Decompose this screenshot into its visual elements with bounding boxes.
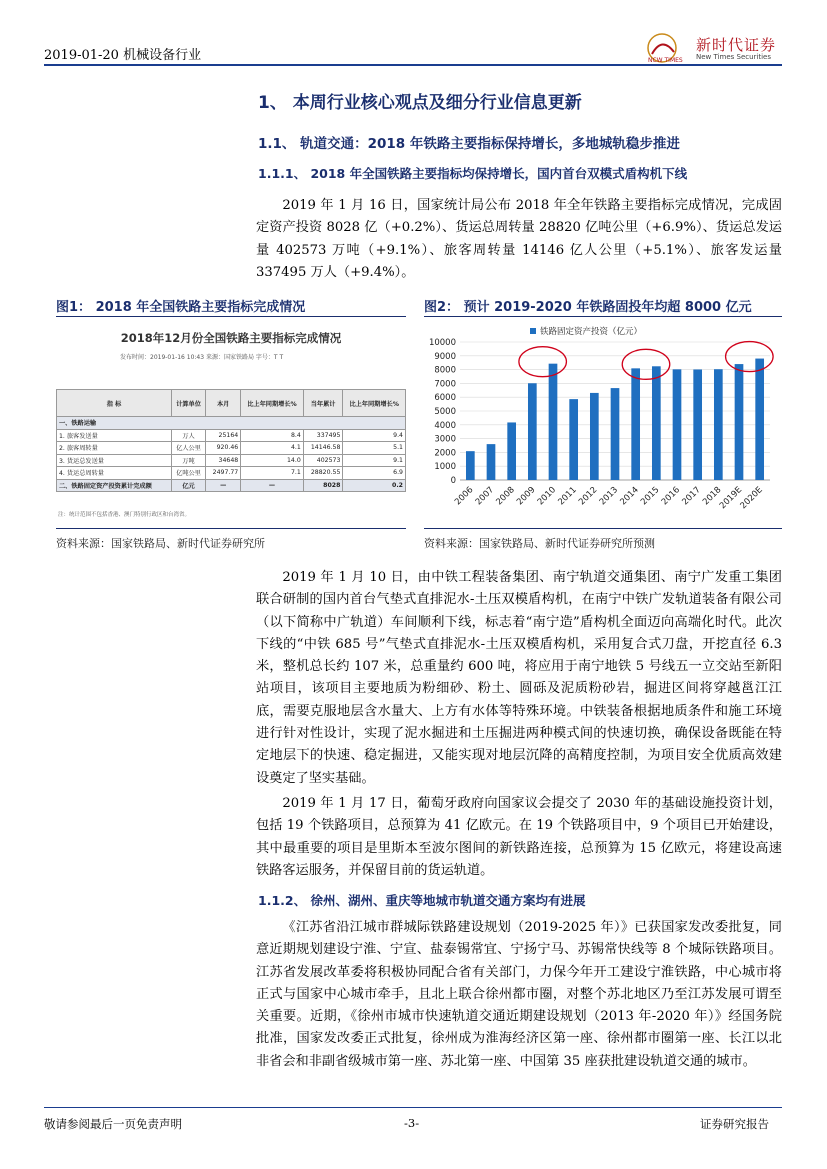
x-tick-label: 2012 <box>577 485 600 508</box>
subsubsection-heading-1: 1.1.1、 2018 年全国铁路主要指标均保持增长，国内首台双模式盾构机下线 <box>258 166 688 181</box>
y-tick-label: 7000 <box>434 379 456 390</box>
chart-legend <box>530 326 642 337</box>
highlight-circle <box>519 347 567 377</box>
bar-2006 <box>466 451 475 480</box>
figure1-table-title: 2018年12月份全国铁路主要指标完成情况 <box>120 331 342 345</box>
bar-2012 <box>590 393 599 480</box>
bar-2014 <box>631 368 640 480</box>
table-cell: 4. 货运总周转量 <box>57 467 172 480</box>
table-category-row <box>57 417 406 430</box>
x-tick-label: 2016 <box>659 485 683 508</box>
table-cell: 亿元 <box>172 479 206 492</box>
y-tick-label: 1000 <box>434 462 456 473</box>
table-header-row <box>57 390 406 417</box>
figure1-rule <box>56 316 406 317</box>
figure1-bottom-rule <box>56 528 406 529</box>
logo-mark-text: NCW TIMES <box>648 57 683 64</box>
bar-2016 <box>673 369 682 480</box>
bar-2010 <box>549 364 558 480</box>
table-row <box>57 454 406 467</box>
table-cell: 7.1 <box>241 467 304 480</box>
table-cell: — <box>206 479 241 492</box>
table-cell: 34648 <box>206 454 241 467</box>
table-cell: 920.46 <box>206 442 241 455</box>
paragraph-tbm <box>256 567 782 790</box>
table-category-row <box>57 479 406 492</box>
table-cell: 3. 货运总发送量 <box>57 454 172 467</box>
figure1-source: 资料来源：国家铁路局、新时代证券研究所 <box>56 537 265 550</box>
table-cell: 28820.55 <box>303 467 343 480</box>
x-tick-label: 2009 <box>515 485 538 508</box>
figure2-rule <box>424 316 782 317</box>
table-header-cell: 比上年同期增长% <box>343 390 406 417</box>
figure2-bottom-rule <box>424 528 782 529</box>
section-heading: 1、 本周行业核心观点及细分行业信息更新 <box>258 93 582 113</box>
bar-2020E <box>755 359 764 480</box>
table-cell: — <box>241 479 304 492</box>
x-tick-label: 2014 <box>618 485 641 508</box>
table-header-cell: 本月 <box>206 390 241 417</box>
x-tick-label: 2008 <box>494 485 517 508</box>
figure2-source: 资料来源：国家铁路局、新时代证券研究所预测 <box>424 537 655 550</box>
header-date-industry: 2019-01-20 机械设备行业 <box>44 48 202 63</box>
paragraph-text: 2019 年 1 月 17 日，葡萄牙政府向国家议会提交了 2030 年的基础设施投资计划，包括 19 个铁路项目，总预算为 41 亿欧元。在 19 个铁路项目中，9 个项目已开始建设，其中最重要的项目是里斯本至波尔图间的新铁路连接，总预算为 15 亿欧元，将建设高速铁路客运服务，并保留目前的货运轨道。 <box>256 796 782 878</box>
table-cell: 402573 <box>303 454 343 467</box>
table-cell: 6.9 <box>343 467 406 480</box>
table-cell: 万吨 <box>172 454 206 467</box>
subsection-heading: 1.1、 轨道交通：2018 年铁路主要指标保持增长，多地城轨稳步推进 <box>258 136 680 152</box>
bar-2008 <box>507 422 516 480</box>
subsubsection-heading-2: 1.1.2、 徐州、湖州、重庆等地城市轨道交通方案均有进展 <box>258 893 586 908</box>
bar-2007 <box>487 444 496 480</box>
bar-2013 <box>611 388 620 480</box>
table-cell: 亿人公里 <box>172 442 206 455</box>
y-tick-label: 2000 <box>434 448 456 459</box>
bar-2009 <box>528 383 537 480</box>
table-cell: 14146.58 <box>303 442 343 455</box>
table-row <box>57 442 406 455</box>
x-tick-label: 2019E <box>717 485 745 512</box>
x-tick-label: 2006 <box>453 485 476 508</box>
header-divider <box>44 64 782 66</box>
paragraph-text: 2019 年 1 月 16 日，国家统计局公布 2018 年全年铁路主要指标完成情况，完成固定资产投资 8028 亿（+0.2%）、货运总周转量 28820 亿吨公里（+6.9%）、货运总发运量 402573 万吨（+9.1%）、旅客周转量 14146 亿人公里（+5.1%）、旅客发运量 337495 万人（+9.4%）。 <box>256 198 782 280</box>
table-cell: 337495 <box>303 429 343 442</box>
y-tick-label: 5000 <box>434 407 456 417</box>
table-header-cell: 当年累计 <box>303 390 343 417</box>
x-tick-label: 2007 <box>473 485 497 508</box>
bar-2018 <box>714 369 723 480</box>
table-row <box>57 467 406 480</box>
table-cell: 二、铁路固定资产投资累计完成额 <box>57 479 172 492</box>
legend-label: 铁路固定资产投资（亿元） <box>540 327 643 337</box>
table-cell: 5.1 <box>343 442 406 455</box>
table-category-label: 一、铁路运输 <box>57 417 406 430</box>
table-cell: 9.1 <box>343 454 406 467</box>
table-cell: 4.1 <box>241 442 304 455</box>
y-tick-label: 4000 <box>434 420 456 431</box>
bar-2019E <box>735 364 744 480</box>
figure1-table-note: 注：统计范围不包括香港、澳门特别行政区和台湾省。 <box>58 512 191 518</box>
highlight-circle <box>622 349 670 379</box>
x-tick-label: 2013 <box>597 485 621 508</box>
table-header-cell: 指 标 <box>57 390 172 417</box>
y-tick-label: 9000 <box>434 351 456 362</box>
paragraph-portugal <box>256 793 782 882</box>
x-tick-label: 2017 <box>680 485 703 508</box>
bar-2015 <box>652 366 661 480</box>
y-tick-label: 6000 <box>434 393 456 404</box>
y-tick-label: 3000 <box>434 434 456 445</box>
table-header-cell: 比上年同期增长% <box>241 390 304 417</box>
x-tick-label: 2010 <box>535 485 559 508</box>
footer-report-type: 证券研究报告 <box>700 1117 769 1131</box>
logo-cn-text: 新时代证券 <box>696 36 777 54</box>
footer-disclaimer: 敬请参阅最后一页免责声明 <box>44 1117 182 1131</box>
legend-swatch <box>530 328 536 334</box>
table-cell: 8.4 <box>241 429 304 442</box>
table-header-cell: 计算单位 <box>172 390 206 417</box>
x-tick-label: 2015 <box>639 485 662 508</box>
y-tick-label: 0 <box>450 476 456 486</box>
figure1-table-meta: 发布时间：2019-01-16 10:43 来源：国家铁路局 字号：T T <box>120 354 284 361</box>
railway-investment-chart <box>420 318 782 528</box>
table-cell: 亿吨公里 <box>172 467 206 480</box>
paragraph-jiangsu <box>256 917 782 1073</box>
table-cell: 万人 <box>172 429 206 442</box>
table-row <box>57 429 406 442</box>
table-cell: 8028 <box>303 479 343 492</box>
table-cell: 9.4 <box>343 429 406 442</box>
railway-indicators-table <box>56 389 406 492</box>
highlight-circle <box>726 342 774 372</box>
table-cell: 14.0 <box>241 454 304 467</box>
x-tick-label: 2020E <box>738 485 765 512</box>
table-cell: 25164 <box>206 429 241 442</box>
table-cell: 2497.77 <box>206 467 241 480</box>
paragraph-text: 《江苏省沿江城市群城际铁路建设规划（2019-2025 年）》已获国家发改委批复，同意近期规划建设宁淮、宁宣、盐泰锡常宜、宁扬宁马、苏锡常快线等 8 个城际铁路项目。江苏省发展改革委将积极协同配合省有关部门，力保今年开工建设宁淮铁路，中心城市将正式与国家中心城市牵手，且北上联合徐州都市圈，对整个苏北地区乃至江苏发展可谓至关重要。近期，《徐州市城市快速轨道交通近期建设规划（2013 年-2020 年）》经国务院批准，国家发改委正式批复，徐州成为淮海经济区第一座、徐州都市圈第一座、长江以北非省会和非副省级城市第一座、苏北第一座、中国第 35 座获批建设轨道交通的城市。 <box>256 920 782 1069</box>
figure2-title: 图2： 预计 2019-2020 年铁路固投年均超 8000 亿元 <box>424 300 752 315</box>
bar-2011 <box>569 399 578 480</box>
footer-divider <box>44 1107 782 1108</box>
table-cell: 2. 旅客周转量 <box>57 442 172 455</box>
paragraph-railway-indicators <box>256 195 782 284</box>
logo-en-text: New Times Securities <box>696 53 771 61</box>
figure1-title: 图1： 2018 年全国铁路主要指标完成情况 <box>56 300 306 315</box>
x-tick-label: 2011 <box>556 485 579 508</box>
bar-2017 <box>693 369 702 480</box>
y-tick-label: 8000 <box>434 365 456 376</box>
page-number: -3- <box>404 1116 420 1130</box>
table-cell: 0.2 <box>343 479 406 492</box>
company-logo-icon <box>646 32 694 64</box>
table-cell: 1. 旅客发送量 <box>57 429 172 442</box>
y-tick-label: 10000 <box>428 338 456 348</box>
x-tick-label: 2018 <box>701 485 724 508</box>
paragraph-text: 2019 年 1 月 10 日，由中铁工程装备集团、南宁轨道交通集团、南宁广发重工集团联合研制的国内首台气垫式直排泥水-土压双模盾构机，在南宁中铁广发轨道装备有限公司（以下简称中广轨道）车间顺利下线，标志着“南宁造”盾构机全面迈向高端化时代。此次下线的“中铁 685 号”气垫式直排泥水-土压双模盾构机，采用复合式刀盘，开挖直径 6.3 米，整机总长约 107 米，总重量约 600 吨，将应用于南宁地铁 5 号线五一立交站至新阳站项目，该项目主要地质为粉细砂、粉土、圆砾及泥质粉砂岩，掘进区间将穿越邕江江底，需要克服地层含水量大、上方有水体等特殊环境。中铁装备根据地质条件和施工环境进行针对性设计，实现了泥水掘进和土压掘进两种模式间的快速切换，确保设备既能在特定地层下的快速、稳定掘进，又能实现对地层沉降的高精度控制，为项目安全优质高效建设奠定了坚实基础。 <box>256 570 782 786</box>
